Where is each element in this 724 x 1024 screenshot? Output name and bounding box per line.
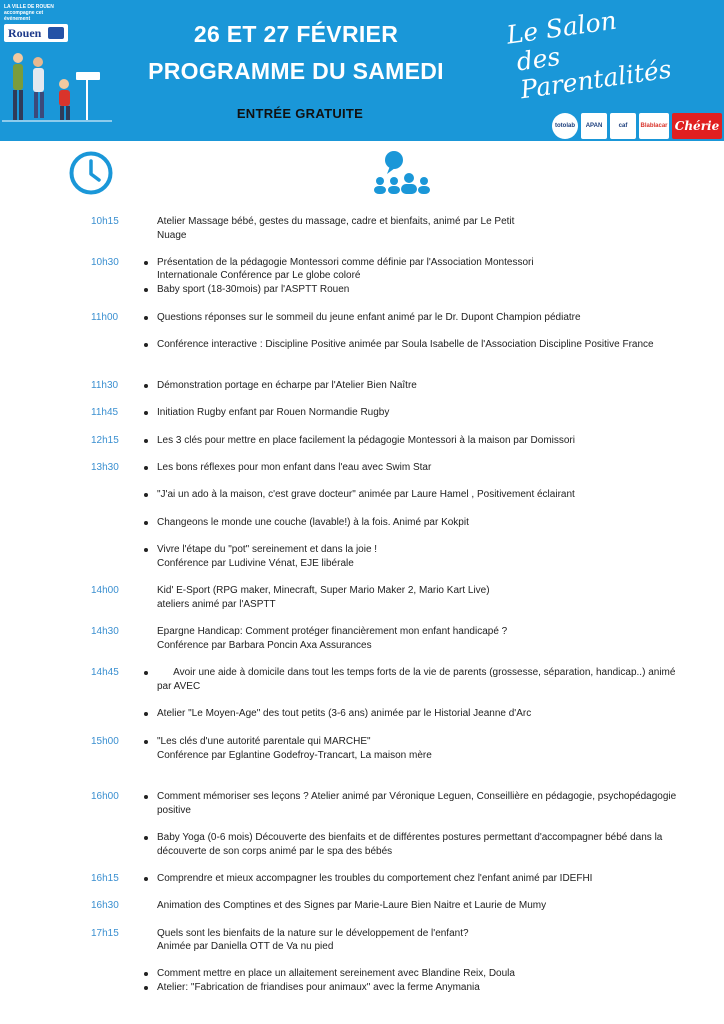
program-line: Conférence interactive : Discipline Positive animée par Soula Isabelle de l'Association Discipline Positive France [157,339,654,350]
bullet-icon [144,288,148,292]
bullet-icon [144,411,148,415]
program-line: Atelier: "Fabrication de friandises pour animaux" avec la ferme Anymania [157,982,480,993]
time-slot: 14h00 [91,585,119,596]
bullet-icon [144,261,148,265]
program-line: Initiation Rugby enfant par Rouen Normandie Rugby [157,407,390,418]
bullet-icon [144,986,148,990]
program-line: Comprendre et mieux accompagner les troubles du comportement chez l'enfant animé par IDEFHI [157,873,593,884]
time-slot: 10h15 [91,216,119,227]
program-line: Comment mémoriser ses leçons ? Atelier animé par Véronique Leguen, Conseillière en pédagogie, psychopédagogie [157,791,677,802]
time-slot: 16h15 [91,873,119,884]
badge-top-line1: LA VILLE DE ROUEN [4,4,54,10]
bullet-icon [144,740,148,744]
time-slot: 16h30 [91,900,119,911]
partner-logo-4: Blablacar [639,113,669,139]
bullet-icon [144,972,148,976]
program-line: "Les clés d'une autorité parentale qui MARCHE" [157,736,371,747]
program-line: Atelier Massage bébé, gestes du massage, cadre et bienfaits, animé par Le Petit [157,216,515,227]
program-line: ateliers animé par l'ASPTT [157,599,276,610]
rouen-logo-text: Rouen [8,25,42,40]
title-programme: PROGRAMME DU SAMEDI [148,58,444,84]
program-line: Conférence par Eglantine Godefroy-Trancart, La maison mère [157,750,432,761]
bullet-icon [144,439,148,443]
time-slot: 15h00 [91,736,119,747]
bullet-icon [144,548,148,552]
bullet-icon [144,671,148,675]
program-line: Les 3 clés pour mettre en place facilement la pédagogie Montessori à la maison par Domissori [157,435,575,446]
program-line: Epargne Handicap: Comment protéger financièrement mon enfant handicapé ? [157,626,508,637]
partner-logo-1: totolab [552,113,578,139]
time-slot: 16h00 [91,791,119,802]
program-line: découverte de son corps animé par le spa des bébés [157,846,393,857]
time-slot: 11h30 [91,380,119,391]
program-line: Baby Yoga (0-6 mois) Découverte des bienfaits et de différentes postures permettant d'accompagner bébé dans la [157,832,663,843]
program-line: Questions réponses sur le sommeil du jeune enfant animé par le Dr. Dupont Champion pédiatre [157,312,581,323]
program-line: Conférence par Ludivine Vénat, EJE libérale [157,558,354,569]
program-line: Animation des Comptines et des Signes par Marie-Laure Bien Naitre et Laurie de Mumy [157,900,547,911]
partner-logo-3: caf [610,113,636,139]
family-illustration-icon [2,44,112,132]
bullet-icon [144,384,148,388]
salon-line2: des Parentalités [514,41,674,105]
time-slot: 14h30 [91,626,119,637]
program-line: Kid' E-Sport (RPG maker, Minecraft, Super Mario Maker 2, Mario Kart Live) [157,585,490,596]
program-line: Nuage [157,230,187,241]
rouen-badge [4,4,68,42]
bullet-icon [144,493,148,497]
bullet-icon [144,877,148,881]
bullet-icon [144,712,148,716]
program-line: Quels sont les bienfaits de la nature sur le développement de l'enfant? [157,928,469,939]
program-line: Vivre l'étape du "pot" sereinement et dans la joie ! [157,544,378,555]
salon-line1: Le Salon [504,5,619,50]
program-line: positive [157,805,191,816]
program-line: Les bons réflexes pour mon enfant dans l'eau avec Swim Star [157,462,432,473]
time-slot: 14h45 [91,667,119,678]
partner-logo-cherie: Chérie [672,113,722,139]
program-line: Présentation de la pédagogie Montessori comme définie par l'Association Montessori [157,257,534,268]
clock-icon [68,150,114,196]
program-line: Démonstration portage en écharpe par l'Atelier Bien Naître [157,380,417,391]
bullet-icon [144,316,148,320]
time-slot: 11h45 [91,407,119,418]
program-line: Avoir une aide à domicile dans tout les temps forts de la vie de parents (grossesse, séparation, handicap..) animé [157,667,676,678]
partner-logo-2: APAN [581,113,607,139]
program-line: Baby sport (18-30mois) par l'ASPTT Rouen [157,284,350,295]
time-slot: 10h30 [91,257,119,268]
salon-logo [505,0,715,105]
program-line: par AVEC [157,681,201,692]
rouen-logo [4,24,68,42]
time-slot: 11h00 [91,312,119,323]
program-line: Comment mettre en place un allaitement sereinement avec Blandine Reix, Doula [157,968,515,979]
header-banner [0,0,724,141]
time-slot: 17h15 [91,928,119,939]
bullet-icon [144,836,148,840]
program-line: Conférence par Barbara Poncin Axa Assurances [157,640,372,651]
badge-top-line2: accompagne cet événement [4,10,44,22]
rouen-mark-icon [48,27,64,39]
program-line: Animée par Daniella OTT de Va nu pied [157,941,334,952]
audience-icon [373,150,433,196]
program-line: "J'ai un ado à la maison, c'est grave docteur" animée par Laure Hamel , Positivement éclairant [157,489,575,500]
bullet-icon [144,343,148,347]
entree-gratuite: ENTRÉE GRATUITE [236,106,364,121]
time-slot: 13h30 [91,462,119,473]
bullet-icon [144,466,148,470]
partner-logos [552,113,722,139]
bullet-icon [144,795,148,799]
time-slot: 12h15 [91,435,119,446]
bullet-icon [144,521,148,525]
program-line: Changeons le monde une couche (lavable!) à la fois. Animé par Kokpit [157,517,469,528]
program-line: Internationale Conférence par Le globe coloré [157,270,361,281]
program-line: Atelier "Le Moyen-Age" des tout petits (3-6 ans) animée par le Historial Jeanne d'Arc [157,708,532,719]
title-date: 26 ET 27 FÉVRIER [193,21,399,47]
